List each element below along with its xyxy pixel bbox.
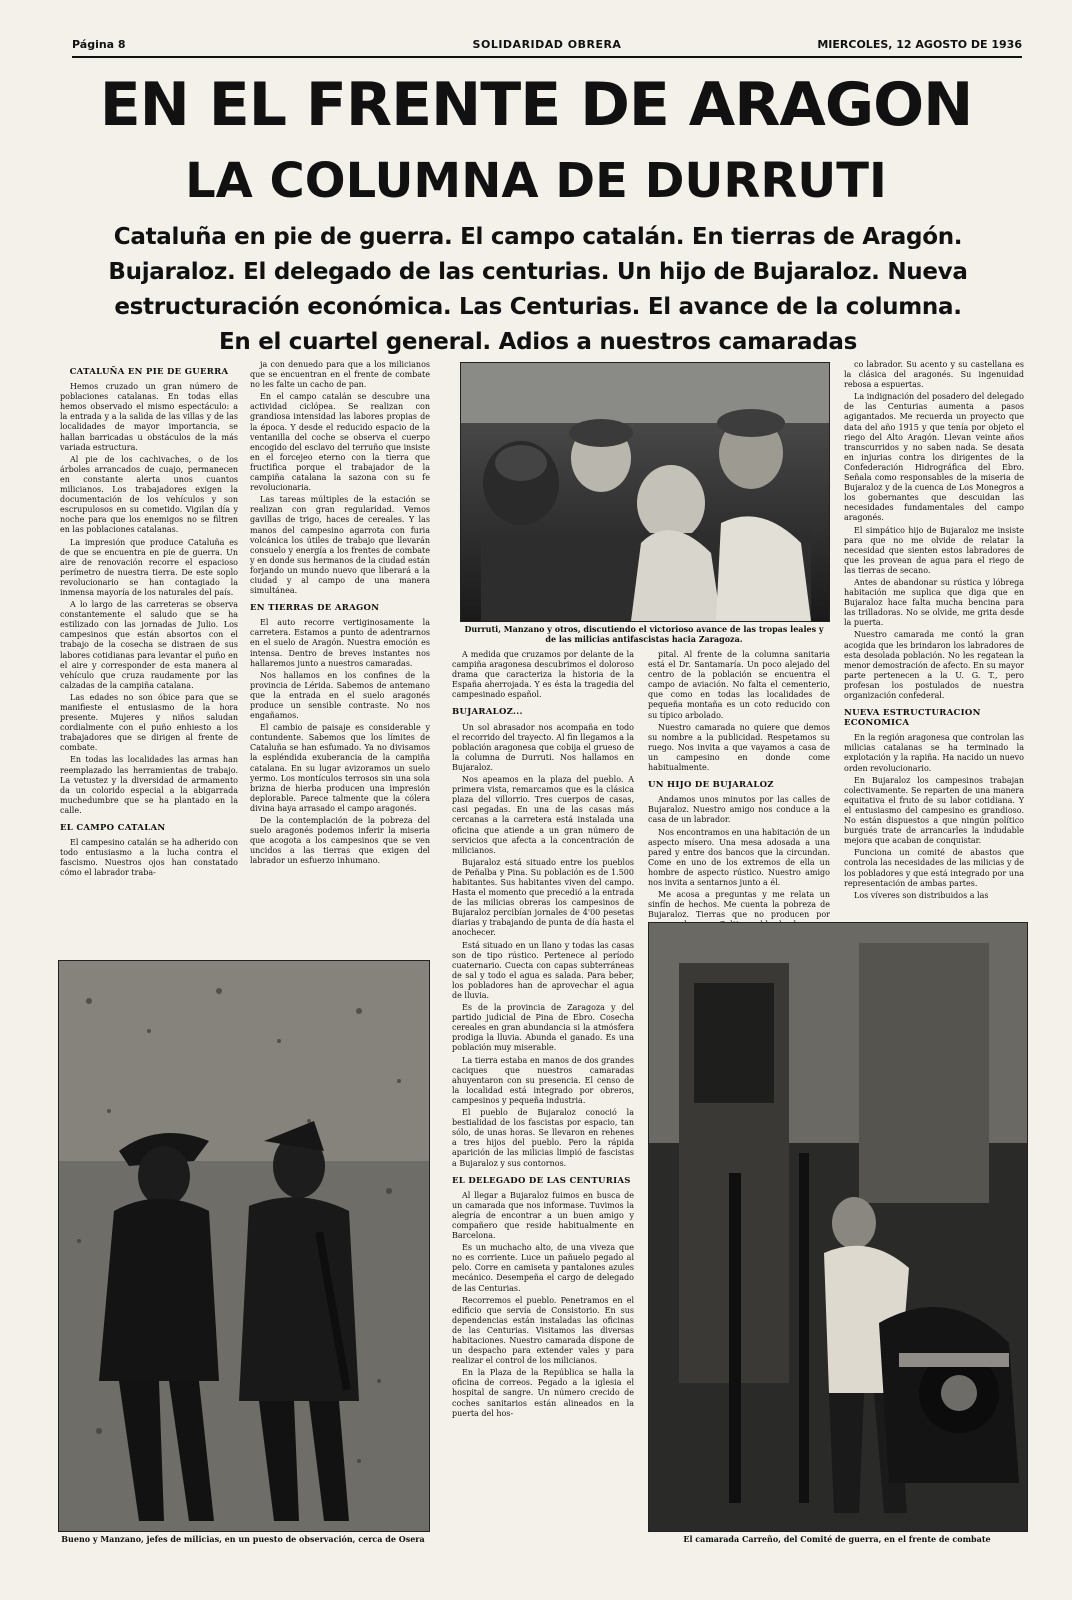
paragraph: A medida que cruzamos por delante de la campiña aragonesa descubrimos el doloroso drama que caracteriza la historia de la España aherrojada. Y es ésta la tragedia del campesinado español. — [452, 650, 634, 700]
section-heading: CATALUÑA EN PIE DE GUERRA — [69, 367, 229, 377]
newspaper-name: SOLIDARIDAD OBRERA — [472, 38, 622, 51]
paragraph: pital. Al frente de la columna sanitaria está el Dr. Santamaría. Un poco alejado del centro de la población se encuentra el campo de aviación. No falta el cementerio, que como en todas las localidades de pequeña montaña es un coto reducido con su típico arbolado. — [648, 650, 830, 720]
paragraph: Recorremos el pueblo. Penetramos en el edificio que servía de Consistorio. En sus dependencias están instaladas las oficinas de las Centurias. Visitamos las diversas habitaciones. Nuestro camarada dispone de un despacho para extender vales y para realizar el control de los milicianos. — [452, 1295, 634, 1366]
paragraph: Las edades no son óbice para que se manifieste el entusiasmo de la hora presente. Mujeres y niños saludan cordialmente con el puño enhiesto a los trabajadores que se dirigen al frente de combate. — [60, 692, 238, 753]
paragraph: En Bujaraloz los campesinos trabajan colectivamente. Se reparten de una manera equitativa el fruto de su labor cotidiana. Y el entusiasmo del campesino es grandioso. No están dispuestos a que ningún político burgués trate de arrancarles la indudable mejora que acaban de conquistar. — [844, 775, 1024, 846]
photo-image — [461, 363, 829, 621]
paragraph: Es de la provincia de Zaragoza y del partido judicial de Pina de Ebro. Cosecha cereales en gran abundancia si la atmósfera prodiga la lluvia. Abunda el ganado. Es una población muy miserable. — [452, 1003, 634, 1053]
paragraph: Un sol abrasador nos acompaña en todo el recorrido del trayecto. Al fin llegamos a la población aragonesa que cobija el grueso de la columna de Durruti. Nos hallamos en Bujaraloz. — [452, 722, 634, 772]
paragraph: En el campo catalán se descubre una actividad ciclópea. Se realizan con grandiosa intensidad las labores propias de la época. Y desde el reducido espacio de la ventanilla del coche se observa el cuerpo encogido del esclavo del terruño que insiste en el forcejeo eterno con la tierra que fructifica porque el trabajador de la campiña catalana la sazona con su fe revolucionaria. — [250, 392, 430, 493]
masthead — [72, 36, 1022, 58]
deck-line: Bujaraloz. El delegado de las centurias. Un hijo de Bujaraloz. Nueva — [108, 259, 968, 285]
paragraph: El simpático hijo de Bujaraloz me insiste para que no me olvide de relatar la necesidad que sienten estos labradores de que les provean de agua para el riego de las tierras de secano. — [844, 525, 1024, 575]
article-column-3 — [452, 650, 634, 1585]
issue-date: MIERCOLES, 12 AGOSTO DE 1936 — [817, 38, 1022, 51]
deck-line: Cataluña en pie de guerra. El campo catalán. En tierras de Aragón. — [113, 224, 963, 250]
article-column-1 — [60, 360, 238, 945]
deck — [58, 220, 1018, 360]
section-heading: BUJARALOZ... — [452, 707, 523, 718]
paragraph: Funciona un comité de abastos que controla las necesidades de las milicias y de los pobladores y que está integrado por una representación de ambas partes. — [844, 848, 1024, 888]
paragraph: La tierra estaba en manos de dos grandes caciques que nuestros camaradas ahuyentaron con su presencia. El censo de la localidad está integrado por obreros, campesinos y pequeña industria. — [452, 1055, 634, 1105]
photo-image — [649, 923, 1027, 1531]
paragraph: En todas las localidades las armas han reemplazado las herramientas de trabajo. La vetustez y la diversidad de armamento da un colorido especial a la abigarrada muchedumbre que se ha plantado en la calle. — [60, 755, 238, 815]
paragraph: Es un muchacho alto, de una viveza que no es corriente. Luce un pañuelo pegado al pelo. Corre en camiseta y pantalones azules mecánico. Desempeña el cargo de delegado de las Centurias. — [452, 1243, 634, 1293]
paragraph: El auto recorre vertiginosamente la carretera. Estamos a punto de adentrarnos en el suelo de Aragón. Nuestra emoción es intensa. Dentro de breves instantes nos hallaremos junto a nuestros camaradas. — [250, 618, 430, 668]
paragraph: Al llegar a Bujaraloz fuimos en busca de un camarada que nos informase. Tuvimos la alegría de encontrar a un buen amigo y compañero que reside habitualmente en Barcelona. — [452, 1190, 634, 1241]
article-column-2 — [250, 360, 430, 945]
paragraph: Al pie de los cachivaches, o de los árboles arrancados de cuajo, permanecen en constante alerta unos cuantos milicianos. Los trabajadores exigen la documentación de los vehículos y son escrupulosos en su cometido. Vigilan día y noche para que los enemigos no se filtren en las poblaciones catalanas. — [60, 454, 238, 535]
paragraph: ja con denuedo para que a los milicianos que se encuentran en el frente de combate no les falte un cacho de pan. — [250, 360, 430, 390]
paragraph: Andamos unos minutos por las calles de Bujaraloz. Nuestro amigo nos conduce a la casa de un labrador. — [648, 795, 830, 825]
section-heading: EL CAMPO CATALAN — [60, 823, 166, 834]
paragraph: Hemos cruzado un gran número de poblaciones catalanas. En todas ellas hemos observado el mismo espectáculo: a la entrada y a la salida de las villas y de las localidades de mayor importancia, se hallan barricadas u obstáculos de la más variada estructura. — [60, 382, 238, 452]
paragraph: En la Plaza de la República se halla la oficina de correos. Pegado a la iglesia el hospital de sangre. Un número crecido de coches sanitarios están alineados en la puerta del hos- — [452, 1368, 634, 1418]
paragraph: Me acosa a preguntas y me relata un sinfín de hechos. Me cuenta la pobreza de Bujaraloz. Tierras que no producen por — [648, 890, 830, 920]
section-heading: UN HIJO DE BUJARALOZ — [648, 780, 774, 791]
paragraph: Los víveres son distribuidos a las — [854, 890, 989, 900]
paragraph: Nuestro camarada me contó la gran acogida que les brindaron los labradores de esta desolada población. No les regatean la menor demostración de afecto. En su mayor parte pertenecen a la U. G. T., pero profesan los postulados de nuestra organización confederal. — [844, 630, 1024, 700]
paragraph: Está situado en un llano y todas las casas son de tipo rústico. Pertenece al período cuaternario. Cuecta con capas subterráneas de sal y todo el agua es salada. Para beber, los pobladores han de aprovechar el agua de lluvia. — [452, 940, 634, 1000]
paragraph: De la contemplación de la pobreza del suelo aragonés podemos inferir la miseria que acogota a los campesinos que se ven uncidos a las tierras que exigen del labrador un esfuerzo inhumano. — [250, 816, 430, 866]
photo-caption: El camarada Carreño, del Comité de guerra, en el frente de combate — [683, 1534, 991, 1544]
section-heading: NUEVA ESTRUCTURACION ECONOMICA — [844, 708, 981, 729]
paragraph: Bujaraloz está situado entre los pueblos de Peñalba y Pina. Su población es de 1.500 habitantes. Sus habitantes viven del campo. Hasta el momento que precedió a la entrada de las milicias obreras los campesinos de Bujaraloz percibían jornales de 4'00 pesetas diarias y trabajando de punta de día hasta el anochecer. — [452, 857, 634, 938]
paragraph: A lo largo de las carreteras se observa constantemente el saludo que se ha estilizado con las jornadas de Julio. Los campesinos que están absortos con el trabajo de la cosecha se distraen de sus labores cotidianas para levantar el puño en el aire y corresponder de esta manera al vehículo que cruza raudamente por las calzadas de la campiña catalana. — [60, 600, 238, 690]
photo-observation-post — [58, 960, 430, 1532]
photo-caption: Durruti, Manzano y otros, discutiendo el victorioso avance de las tropas leales y de las milicias antifascistas hacia Zaragoza. — [464, 624, 824, 644]
paragraph: co labrador. Su acento y su castellana es la clásica del aragonés. Su ingenuidad rebosa a espuertas. — [844, 360, 1024, 390]
paragraph: Nos encontramos en una habitación de un aspecto mísero. Una mesa adosada a una pared y entre dos bancos que la circundan. Come en uno de los extremos de ella un hombre de aspecto rústico. Nuestro amigo nos invita a sentarnos junto a él. — [648, 827, 830, 887]
paragraph: Las tareas múltiples de la estación se realizan con gran regularidad. Vemos gavillas de trigo, haces de cereales. Y las manos del campesino agarrota con furia volcánica los útiles de trabajo que llevarán consuelo y energía a los frentes de combate y en donde sus hermanos de la ciudad están forjando un mundo nuevo que liberará a la ciudad y al campo de una manera simultánea. — [250, 495, 430, 596]
paragraph: Antes de abandonar su rústica y lóbrega habitación me suplica que diga que en Bujaraloz hace falta mucha bencina para las trilladoras. No se olvide, me grita desde la puerta. — [844, 577, 1024, 628]
paragraph: Nos apeamos en la plaza del pueblo. A primera vista, remarcamos que es la clásica plaza del villorrio. Tres cuerpos de casas, casi pegadas. En una de las casas más cercanas a la carretera está instalada una oficina que atiende a un gran número de servicios que afecta a la concentración de milicianos. — [452, 775, 634, 855]
paragraph: Nuestro camarada no quiere que demos su nombre a la publicidad. Respetamos su ruego. Nos invita a que vayamos a casa de un campesino en donde come habitualmente. — [648, 722, 830, 773]
deck-line: En el cuartel general. Adios a nuestros camaradas — [219, 329, 857, 355]
page-number: Página 8 — [72, 38, 126, 51]
photo-image — [59, 961, 429, 1531]
paragraph: La indignación del posadero del delegado de las Centurias aumenta a pasos agigantados. Me recuerda un proyecto que data del año 1915 y que tenía por objeto el riego del Alto Aragón. Llevan veinte años transcurridos y no saben nada. Se desata en injurias contra los dirigentes de la Confederación Hidrográfica del Ebro. Señala como responsables de la miseria de Bujaraloz y de la cuenca de Los Monegros a los gobernantes que descuidan las necesidades fundamentales del campo aragonés. — [844, 392, 1024, 523]
subheadline: LA COLUMNA DE DURRUTI — [185, 153, 887, 209]
paragraph: El cambio de paisaje es considerable y contundente. Sabemos que los límites de Cataluña se han esfumado. Ya no divisamos la espléndida exuberancia de la campiña catalana. En su lugar avizoramos un suelo yermo. Los montículos terrosos sin una sola brizna de hierba producen una impresión deplorable. Parece talmente que la cólera divina haya arrasado el campo aragonés. — [250, 723, 430, 813]
deck-line: estructuración económica. Las Centurias. El avance de la columna. — [114, 294, 962, 320]
headline: EN EL FRENTE DE ARAGON — [99, 70, 973, 140]
photo-durruti-group — [460, 362, 830, 622]
paragraph: El campesino catalán se ha adherido con todo entusiasmo a la lucha contra el fascismo. Nuestros ojos han constatado cómo el labrador traba- — [60, 838, 238, 878]
article-column-5 — [844, 360, 1024, 908]
article-column-4 — [648, 650, 830, 920]
photo-caption: Bueno y Manzano, jefes de milicias, en un puesto de observación, cerca de Osera — [61, 1534, 425, 1544]
section-heading: EN TIERRAS DE ARAGON — [250, 603, 380, 614]
section-heading: EL DELEGADO DE LAS CENTURIAS — [452, 1175, 631, 1186]
paragraph: El pueblo de Bujaraloz conoció la bestialidad de los fascistas por espacio, tan sólo, de unas horas. Se llevaron en rehenes a tres hijos del pueblo. Pero la rápida aparición de las milicias limpió de fascistas a Bujaraloz y sus contornos. — [452, 1108, 634, 1168]
paragraph: Nos hallamos en los confines de la provincia de Lérida. Sabemos de antemano que la entrada en el suelo aragonés produce un sensible contraste. No nos engañamos. — [250, 670, 430, 721]
paragraph: La impresión que produce Cataluña es de que se encuentra en pie de guerra. Un aire de renovación recorre el espacioso perímetro de nuestra tierra. De este soplo revolucionario se han contagiado la inmensa mayoría de los naturales del país. — [60, 537, 238, 597]
paragraph: En la región aragonesa que controlan las milicias catalanas se ha terminado la explotación y la rapiña. Ha nacido un nuevo orden revolucionario. — [844, 733, 1024, 773]
photo-comite-de-guerra — [648, 922, 1028, 1532]
